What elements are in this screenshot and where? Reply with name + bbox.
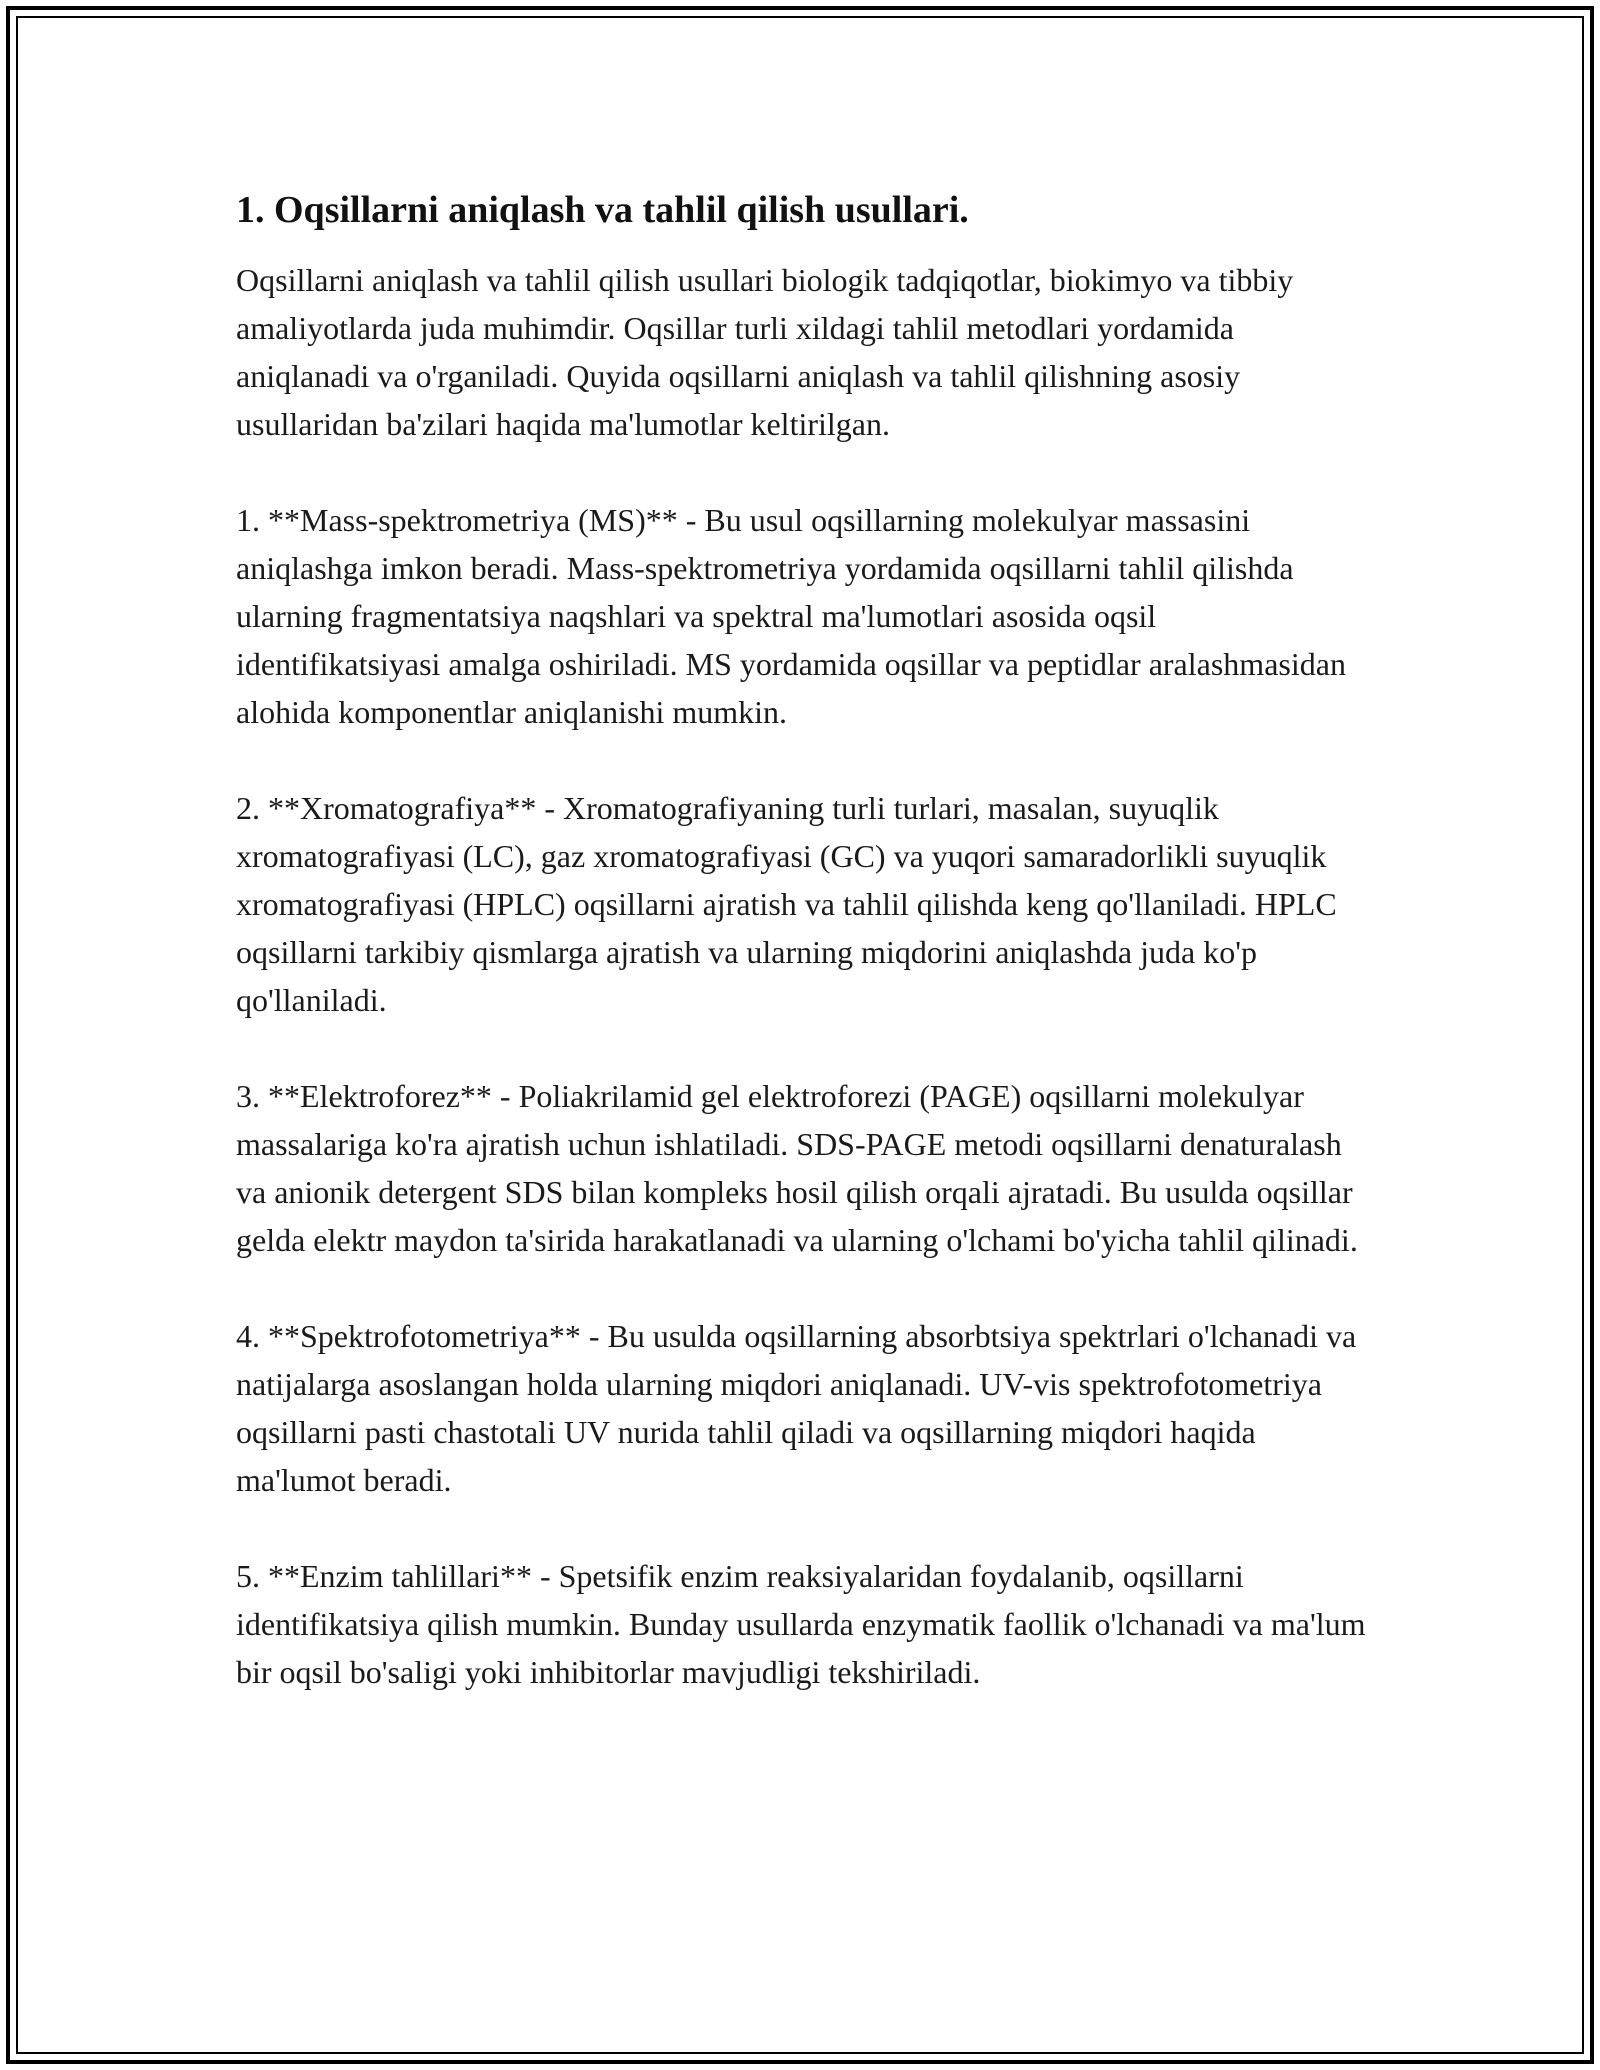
method-item-spectrophotometry: 4. **Spektrofotometriya** - Bu usulda oqsillarning absorbtsiya spektrlari o'lchanadi va natijalarga asoslangan holda ularning miqdori aniqlanadi. UV-vis spektrofotometriya oqsillarni pasti chastotali UV nurida tahlil qiladi va oqsillarning miqdori haqida ma'lumot beradi. xyxy=(236,1318,1365,1498)
document-body xyxy=(236,186,1374,1696)
intro-paragraph: Oqsillarni aniqlash va tahlil qilish usullari biologik tadqiqotlar, biokimyo va tibbiy amaliyotlarda juda muhimdir. Oqsillar turli xildagi tahlil metodlari yordamida aniqlanadi va o'rganiladi. Quyida oqsillarni aniqlash va tahlil qilishning asosiy usullaridan ba'zilari haqida ma'lumotlar keltirilgan. xyxy=(236,262,1302,442)
method-item-mass-spectrometry: 1. **Mass-spektrometriya (MS)** - Bu usul oqsillarning molekulyar massasini aniqlashga imkon beradi. Mass-spektrometriya yordamida oqsillarni tahlil qilishda ularning fragmentatsiya naqshlari va spektral ma'lumotlari asosida oqsil identifikatsiyasi amalga oshiriladi. MS yordamida oqsillar va peptidlar aralashmasidan alohida komponentlar aniqlanishi mumkin. xyxy=(236,502,1354,730)
method-item-chromatography: 2. **Xromatografiya** - Xromatografiyaning turli turlari, masalan, suyuqlik xromatografiyasi (LC), gaz xromatografiyasi (GC) va yuqori samaradorlikli suyuqlik xromatografiyasi (HPLC) oqsillarni ajratish va tahlil qilishda keng qo'llaniladi. HPLC oqsillarni tarkibiy qismlarga ajratish va ularning miqdorini aniqlashda juda ko'p qo'llaniladi. xyxy=(236,790,1345,1018)
document-title: 1. Oqsillarni aniqlash va tahlil qilish usullari. xyxy=(236,189,969,231)
method-item-enzyme-analysis: 5. **Enzim tahlillari** - Spetsifik enzim reaksiyalaridan foydalanib, oqsillarni identifikatsiya qilish mumkin. Bunday usullarda enzymatik faollik o'lchanadi va ma'lum bir oqsil bo'saligi yoki inhibitorlar mavjudligi tekshiriladi. xyxy=(236,1558,1374,1690)
method-item-electrophoresis: 3. **Elektroforez** - Poliakrilamid gel elektroforezi (PAGE) oqsillarni molekulyar massalariga ko'ra ajratish uchun ishlatiladi. SDS-PAGE metodi oqsillarni denaturalash va anionik detergent SDS bilan kompleks hosil qilish orqali ajratadi. Bu usulda oqsillar gelda elektr maydon ta'sirida harakatlanadi va ularning o'lchami bo'yicha tahlil qilinadi. xyxy=(236,1078,1361,1258)
